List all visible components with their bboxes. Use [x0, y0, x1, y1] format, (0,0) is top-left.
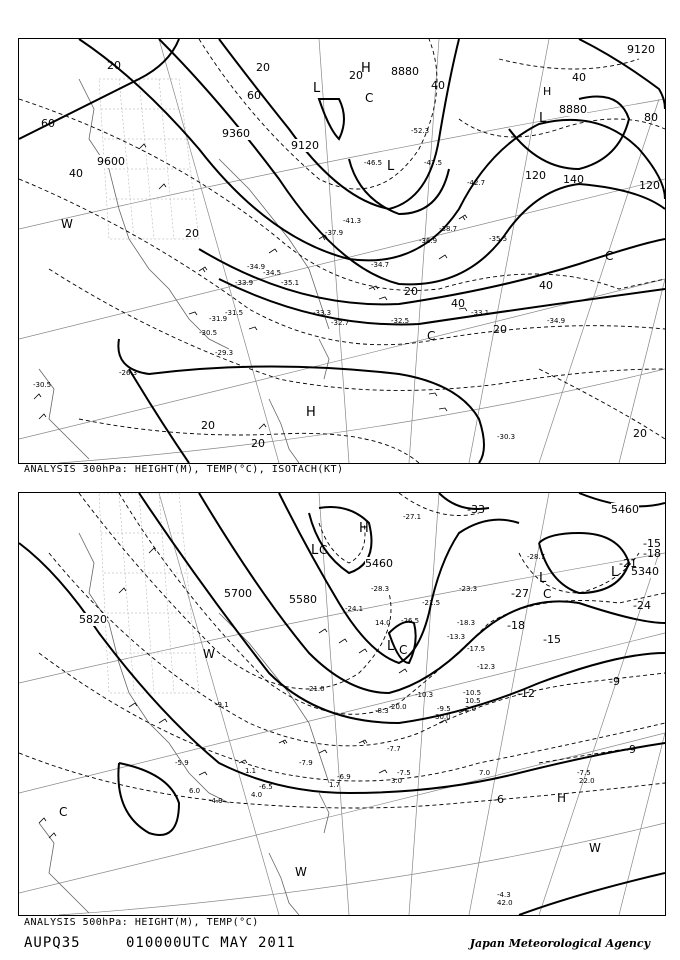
height-label: 9600	[97, 155, 125, 168]
cold-marker: C	[427, 329, 436, 343]
isotach-label: 40	[539, 279, 553, 292]
height-label: 5700	[224, 587, 252, 600]
isotherm-label: -21	[619, 557, 637, 570]
station-temp: -4.9	[209, 797, 223, 805]
station-temp: -6.5	[259, 783, 273, 791]
high-pressure-marker: H	[543, 85, 552, 98]
isotherm-label: -15	[643, 537, 661, 550]
warm-marker: W	[589, 841, 601, 855]
station-wind: 1.1	[245, 767, 257, 775]
station-temp: -13.3	[447, 633, 466, 641]
station-temp: -21.5	[422, 599, 441, 607]
station-temp: -34.9	[547, 317, 566, 325]
station-temp: -28.3	[371, 585, 390, 593]
station-temp: -6.9	[337, 773, 351, 781]
station-wind: 4.0	[251, 791, 263, 799]
high-pressure-marker: H	[557, 791, 567, 805]
isotherm-label: -18	[643, 547, 661, 560]
station-temp: -30.5	[199, 329, 218, 337]
warm-marker: W	[203, 647, 215, 661]
station-temp: -26.5	[401, 617, 420, 625]
low-pressure-marker: L	[313, 81, 321, 96]
isotach-label: 20	[633, 427, 647, 440]
station-temp: -4.3	[497, 891, 511, 899]
height-label: 5340	[631, 565, 659, 578]
isotherm-label: -6	[493, 793, 504, 806]
station-temp: -30.3	[497, 433, 516, 441]
station-temp: -7.9	[299, 759, 313, 767]
isotach-label: 60	[247, 89, 261, 102]
isotach-label: 40	[572, 71, 586, 84]
station-wind: 14.0	[375, 619, 391, 627]
station-temp: -29.3	[215, 349, 234, 357]
valid-time: 010000UTC MAY 2011	[126, 935, 296, 951]
station-wind: 3.0	[391, 777, 403, 785]
low-pressure-marker: L	[611, 565, 619, 580]
height-label: 9120	[627, 43, 655, 56]
station-temp: -33.3	[313, 309, 332, 317]
isotherm-label: -33	[467, 503, 485, 516]
height-label: 9360	[222, 127, 250, 140]
isotherm-label: -15	[543, 633, 561, 646]
station-temp: -7.7	[387, 745, 401, 753]
map-500hpa	[18, 492, 666, 916]
isotach-label: 20	[185, 227, 199, 240]
map-300hpa	[18, 38, 666, 464]
station-temp: -34.9	[247, 263, 266, 271]
station-temp: -37.9	[325, 229, 344, 237]
station-wind: 21.0	[309, 685, 325, 693]
isotach-label: 20	[201, 419, 215, 432]
isotach-label: 40	[431, 79, 445, 92]
isotach-label: 120	[639, 179, 660, 192]
station-temp: -10.5	[463, 689, 482, 697]
station-temp: -35.5	[489, 235, 508, 243]
height-label: 9120	[291, 139, 319, 152]
isotach-label: 20	[349, 69, 363, 82]
station-temp: -12.3	[477, 663, 496, 671]
isotach-label: 40	[69, 167, 83, 180]
station-temp: -9.5	[437, 705, 451, 713]
chart-code: AUPQ35	[24, 935, 81, 951]
station-temp: -32.7	[331, 319, 350, 327]
high-pressure-marker: H	[361, 61, 371, 76]
isotach-label: 120	[525, 169, 546, 182]
station-temp: -42.7	[467, 179, 486, 187]
isotherm-label: -9	[609, 675, 620, 688]
isotherm-label: -27	[511, 587, 529, 600]
cold-marker: C	[59, 805, 68, 819]
warm-marker: W	[295, 865, 307, 879]
cold-marker: C	[605, 249, 614, 263]
height-label: 8880	[391, 65, 419, 78]
station-wind: 6.0	[189, 787, 201, 795]
station-temp: -27.1	[403, 513, 422, 521]
height-label: 5460	[611, 503, 639, 516]
isotherm-label: -18	[507, 619, 525, 632]
panel-caption-300hpa: ANALYSIS 300hPa: HEIGHT(M), TEMP(°C), ISOTACH(KT)	[24, 464, 344, 475]
station-temp: -34.5	[263, 269, 282, 277]
station-temp: -32.5	[391, 317, 410, 325]
warm-marker: W	[61, 217, 73, 231]
station-temp: -28.7	[527, 553, 546, 561]
station-wind: 2.0	[465, 705, 477, 713]
low-pressure-marker: L	[387, 639, 395, 654]
station-wind: 42.0	[497, 899, 513, 907]
station-temp: -41.3	[343, 217, 362, 225]
station-temp: -33.1	[471, 309, 490, 317]
isotach-label: 20	[404, 285, 418, 298]
station-temp: -31.5	[225, 309, 244, 317]
station-temp: -10.3	[415, 691, 434, 699]
station-wind: 20.0	[391, 703, 407, 711]
station-temp: -35.1	[281, 279, 300, 287]
isotherm-label: -12	[517, 687, 535, 700]
panel-caption-500hpa: ANALYSIS 500hPa: HEIGHT(M), TEMP(°C)	[24, 917, 259, 928]
height-label: 8880	[559, 103, 587, 116]
station-wind: 1.7	[329, 781, 341, 789]
station-temp: -18.3	[457, 619, 476, 627]
isotach-label: 140	[563, 173, 584, 186]
station-temp: -7.5	[397, 769, 411, 777]
station-temp: -17.5	[467, 645, 486, 653]
isotach-label: 40	[451, 297, 465, 310]
isotach-label: 80	[644, 111, 658, 124]
cold-marker: C	[365, 91, 374, 105]
station-temp: -26.3	[119, 369, 138, 377]
low-pressure-marker: L	[539, 571, 547, 586]
isotach-label: 20	[256, 61, 270, 74]
station-temp: -8.3	[375, 707, 389, 715]
station-temp: -33.9	[235, 279, 254, 287]
station-temp: -38.7	[439, 225, 458, 233]
cold-marker: C	[319, 543, 328, 557]
station-temp: -30.5	[33, 381, 52, 389]
height-label: 5460	[365, 557, 393, 570]
isotherm-label: -9	[625, 743, 636, 756]
station-temp: -7.5	[577, 769, 591, 777]
low-pressure-marker: L	[387, 159, 395, 174]
station-temp: -5.9	[175, 759, 189, 767]
agency-name: Japan Meteorological Agency	[469, 937, 650, 950]
cold-marker: C	[399, 643, 408, 657]
station-wind: 7.0	[479, 769, 491, 777]
station-temp: -9.1	[215, 701, 229, 709]
station-temp: -36.9	[419, 237, 438, 245]
station-temp: -52.3	[411, 127, 430, 135]
station-wind: 30.0	[435, 713, 451, 721]
station-temp: -34.7	[371, 261, 390, 269]
height-label: 5580	[289, 593, 317, 606]
station-wind: 22.0	[579, 777, 595, 785]
station-temp: -31.9	[209, 315, 228, 323]
low-pressure-marker: L	[539, 111, 547, 126]
isotherm-label: -24	[633, 599, 651, 612]
isotach-label: 20	[107, 59, 121, 72]
high-pressure-marker: H	[359, 521, 369, 536]
station-temp: -47.5	[424, 159, 443, 167]
isotach-label: 20	[493, 323, 507, 336]
station-temp: -46.5	[364, 159, 383, 167]
high-pressure-marker: H	[306, 405, 316, 420]
wind-barbs	[19, 493, 665, 915]
height-label: 5820	[79, 613, 107, 626]
low-pressure-marker: L	[311, 543, 319, 558]
station-temp: -24.1	[345, 605, 364, 613]
cold-marker: C	[543, 587, 552, 601]
station-wind: 10.5	[465, 697, 481, 705]
isotach-label: 20	[251, 437, 265, 450]
wind-barbs	[19, 39, 665, 463]
isotach-label: 60	[41, 117, 55, 130]
station-temp: -23.3	[459, 585, 478, 593]
